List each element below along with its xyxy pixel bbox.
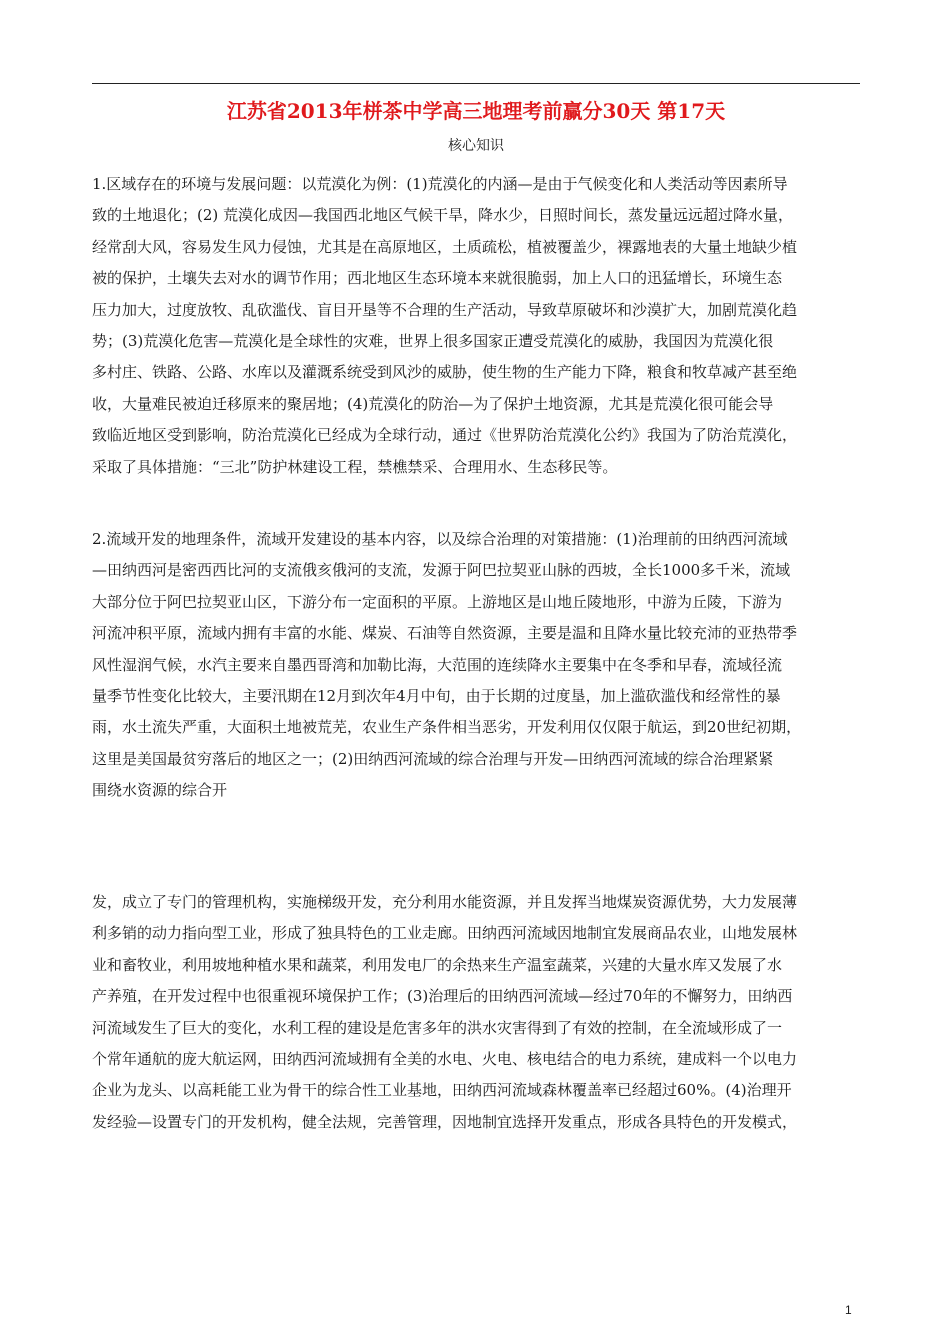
paragraph-line: 势；(3)荒漠化危害—荒漠化是全球性的灾难，世界上很多国家正遭受荒漠化的威胁，我国因为荒漠化很 bbox=[92, 332, 774, 351]
paragraph-line: 1.区域存在的环境与发展问题：以荒漠化为例：(1)荒漠化的内涵—是由于气候变化和人类活动等因素所导 bbox=[92, 175, 788, 193]
paragraph-line: 多村庄、铁路、公路、水库以及灌溉系统受到风沙的威胁，使生物的生产能力下降，粮食和牧草减产甚至绝 bbox=[92, 363, 798, 382]
header-rule bbox=[92, 83, 860, 84]
paragraph-line: 2.流域开发的地理条件，流域开发建设的基本内容，以及综合治理的对策措施：(1)治理前的田纳西河流域 bbox=[92, 530, 788, 548]
paragraph-line: 河流域发生了巨大的变化，水利工程的建设是危害多年的洪水灾害得到了有效的控制，在全流域形成了一 bbox=[92, 1018, 783, 1037]
paragraph-line: 收，大量难民被迫迁移原来的聚居地；(4)荒漠化的防治—为了保护土地资源，尤其是荒漠化很可能会导 bbox=[92, 394, 774, 413]
paragraph-line: 风性湿润气候，水汽主要来自墨西哥湾和加勒比海，大范围的连续降水主要集中在冬季和早春，流域径流 bbox=[92, 655, 783, 674]
paragraph-line: 业和畜牧业，利用坡地种植水果和蔬菜，利用发电厂的余热来生产温室蔬菜，兴建的大量水库又发展了水 bbox=[92, 955, 783, 974]
paragraph-line: 产养殖，在开发过程中也很重视环境保护工作；(3)治理后的田纳西河流域—经过70年的不懈努力，田纳西 bbox=[92, 987, 793, 1006]
paragraph-line: 发经验—设置专门的开发机构，健全法规，完善管理，因地制宜选择开发重点，形成各具特色的开发模式， bbox=[92, 1112, 798, 1131]
paragraph-line: 量季节性变化比较大，主要汛期在12月到次年4月中旬，由于长期的过度垦，加上滥砍滥伐和经常性的暴 bbox=[92, 687, 781, 706]
paragraph-line: 致临近地区受到影响，防治荒漠化已经成为全球行动，通过《世界防治荒漠化公约》我国为了防治荒漠化， bbox=[92, 426, 798, 445]
paragraph-line: 发，成立了专门的管理机构，实施梯级开发，充分利用水能资源，并且发挥当地煤炭资源优势，大力发展薄 bbox=[92, 893, 798, 911]
paragraph-line: 河流冲积平原，流域内拥有丰富的水能、煤炭、石油等自然资源，主要是温和且降水量比较充沛的亚热带季 bbox=[92, 624, 798, 643]
paragraph-line: 采取了具体措施：“三北”防护林建设工程，禁樵禁采、合理用水、生态移民等。 bbox=[92, 457, 618, 476]
paragraph-line: —田纳西河是密西西比河的支流俄亥俄河的支流，发源于阿巴拉契亚山脉的西坡，全长1000多千米，流域 bbox=[92, 561, 791, 580]
paragraph-line: 利多销的动力指向型工业，形成了独具特色的工业走廊。田纳西河流域因地制宜发展商品农业，山地发展林 bbox=[92, 924, 798, 943]
paragraph-line: 经常刮大风，容易发生风力侵蚀，尤其是在高原地区，土质疏松，植被覆盖少，裸露地表的大量土地缺少植 bbox=[92, 237, 798, 256]
section-subtitle: 核心知识 bbox=[448, 138, 504, 154]
paragraph-line: 这里是美国最贫穷落后的地区之一；(2)田纳西河流域的综合治理与开发—田纳西河流域的综合治理紧紧 bbox=[92, 749, 774, 768]
paragraph-line: 企业为龙头、以高耗能工业为骨干的综合性工业基地，田纳西河流域森林覆盖率已经超过60%。(4)治理开 bbox=[92, 1081, 792, 1100]
paragraph-2 bbox=[92, 524, 860, 807]
paragraph-line: 致的土地退化；(2) 荒漠化成因—我国西北地区气候干旱，降水少，日照时间长，蒸发量远远超过降水量， bbox=[92, 206, 794, 225]
document-title: 江苏省2013年栟茶中学高三地理考前赢分30天 第17天 bbox=[226, 99, 726, 123]
paragraph-line: 个常年通航的庞大航运网，田纳西河流域拥有全美的水电、火电、核电结合的电力系统，建成料一个以电力 bbox=[92, 1050, 798, 1069]
paragraph-3 bbox=[92, 887, 860, 1138]
paragraph-line: 雨，水土流失严重，大面积土地被荒芜，农业生产条件相当恶劣，开发利用仅仅限于航运，到20世纪初期， bbox=[92, 718, 802, 737]
paragraph-1 bbox=[92, 169, 860, 483]
paragraph-line: 被的保护，土壤失去对水的调节作用；西北地区生态环境本来就很脆弱，加上人口的迅猛增长，环境生态 bbox=[92, 269, 783, 288]
page-number: 1 bbox=[845, 1303, 852, 1317]
paragraph-line: 压力加大，过度放牧、乱砍滥伐、盲目开垦等不合理的生产活动，导致草原破坏和沙漠扩大，加剧荒漠化趋 bbox=[92, 300, 798, 319]
paragraph-line: 围绕水资源的综合开 bbox=[92, 781, 228, 800]
paragraph-line: 大部分位于阿巴拉契亚山区，下游分布一定面积的平原。上游地区是山地丘陵地形，中游为丘陵，下游为 bbox=[92, 592, 783, 611]
